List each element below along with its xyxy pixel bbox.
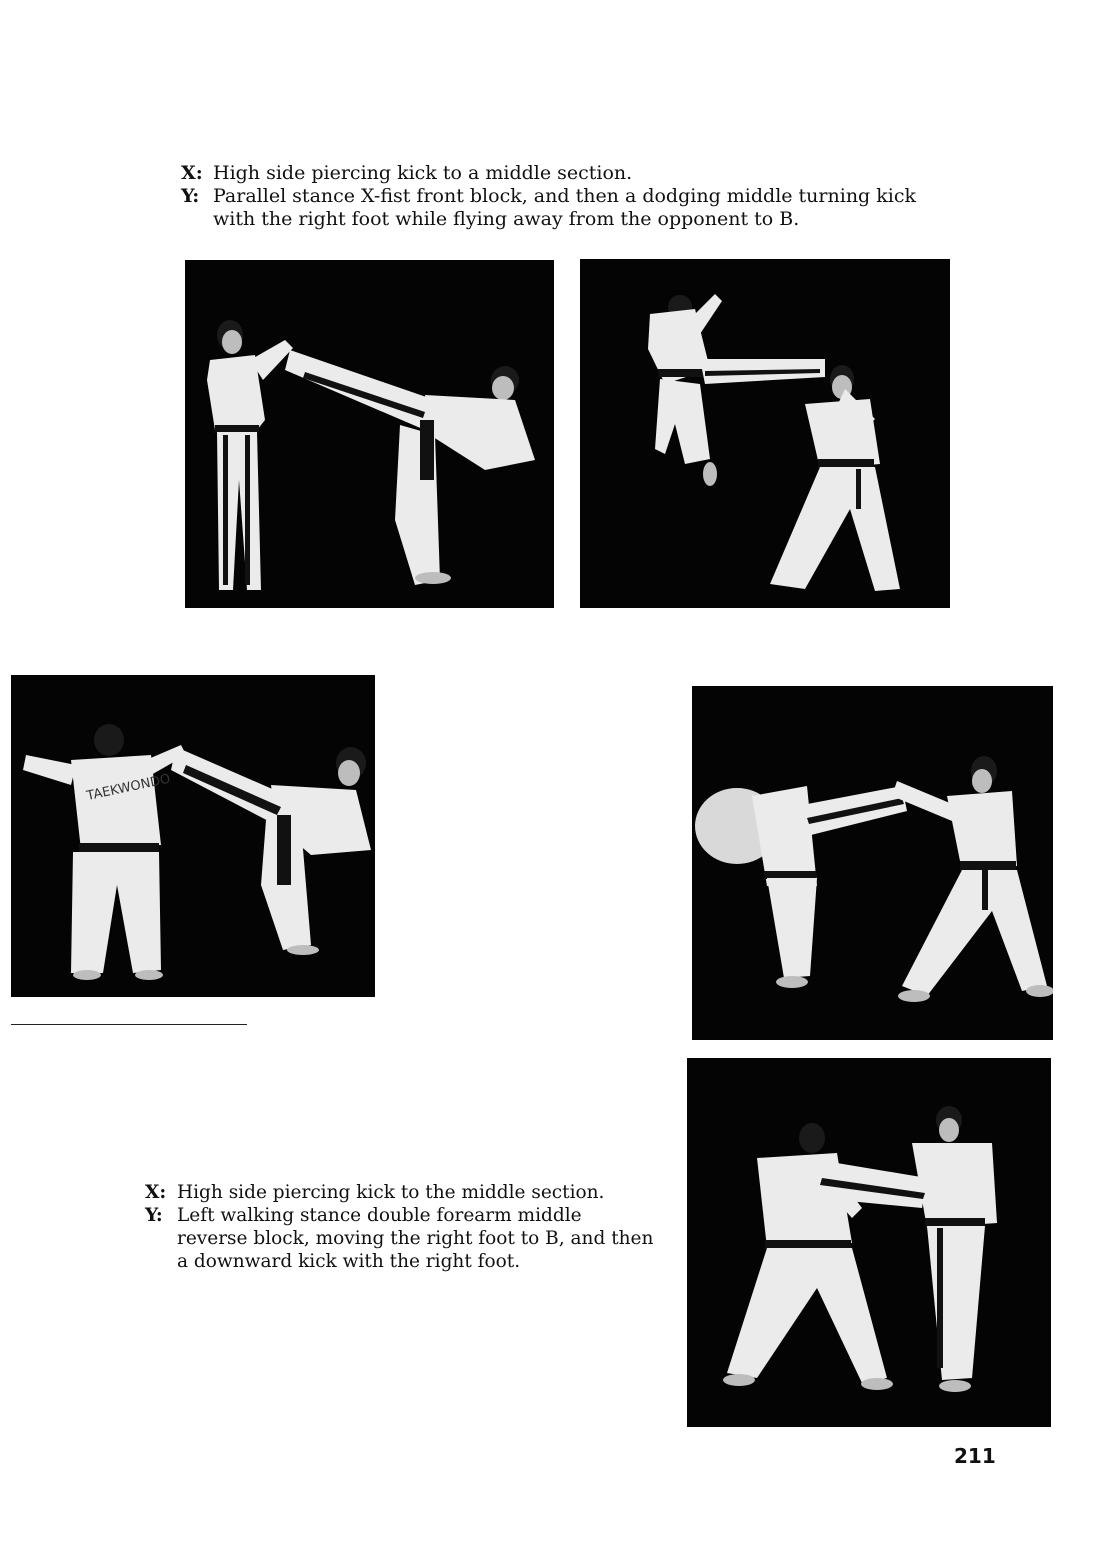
top-caption-line-x (181, 162, 951, 185)
photo-3-figures (11, 675, 375, 997)
caption-text: High side piercing kick to the middle section. (177, 1182, 605, 1203)
photo-flying-turning-kick (580, 259, 950, 608)
photo-5-figures (687, 1058, 1051, 1427)
caption-label: X: (145, 1182, 167, 1203)
bottom-caption-line-y (145, 1204, 655, 1273)
top-caption (181, 162, 951, 231)
page-number: 211 (954, 1444, 996, 1468)
section-divider-rule (11, 1024, 247, 1025)
bottom-caption-line-x (145, 1181, 655, 1204)
caption-text: Left walking stance double forearm middle reverse block, moving the right foot to B, and then a downward kick with the right foot. (177, 1205, 654, 1272)
svg-text:TAEKWONDO: TAEKWONDO (85, 771, 172, 805)
caption-text: High side piercing kick to a middle section. (213, 162, 633, 184)
caption-label: Y: (145, 1205, 163, 1226)
photo-4-figures (692, 686, 1053, 1040)
photo-reverse-block-kick (692, 686, 1053, 1040)
photo-2-figures (580, 259, 950, 608)
caption-label: X: (181, 162, 203, 184)
photo-side-kick-x-fist-block (185, 260, 554, 608)
photo-1-figures (185, 260, 554, 608)
caption-label: Y: (181, 185, 200, 207)
top-caption-line-y (181, 185, 951, 231)
caption-text: Parallel stance X-fist front block, and then a dodging middle turning kick with the right foot while flying away from the opponent to B. (213, 185, 916, 230)
bottom-caption (145, 1181, 655, 1273)
photo-downward-kick (687, 1058, 1051, 1427)
photo-side-kick-back-view (11, 675, 375, 997)
